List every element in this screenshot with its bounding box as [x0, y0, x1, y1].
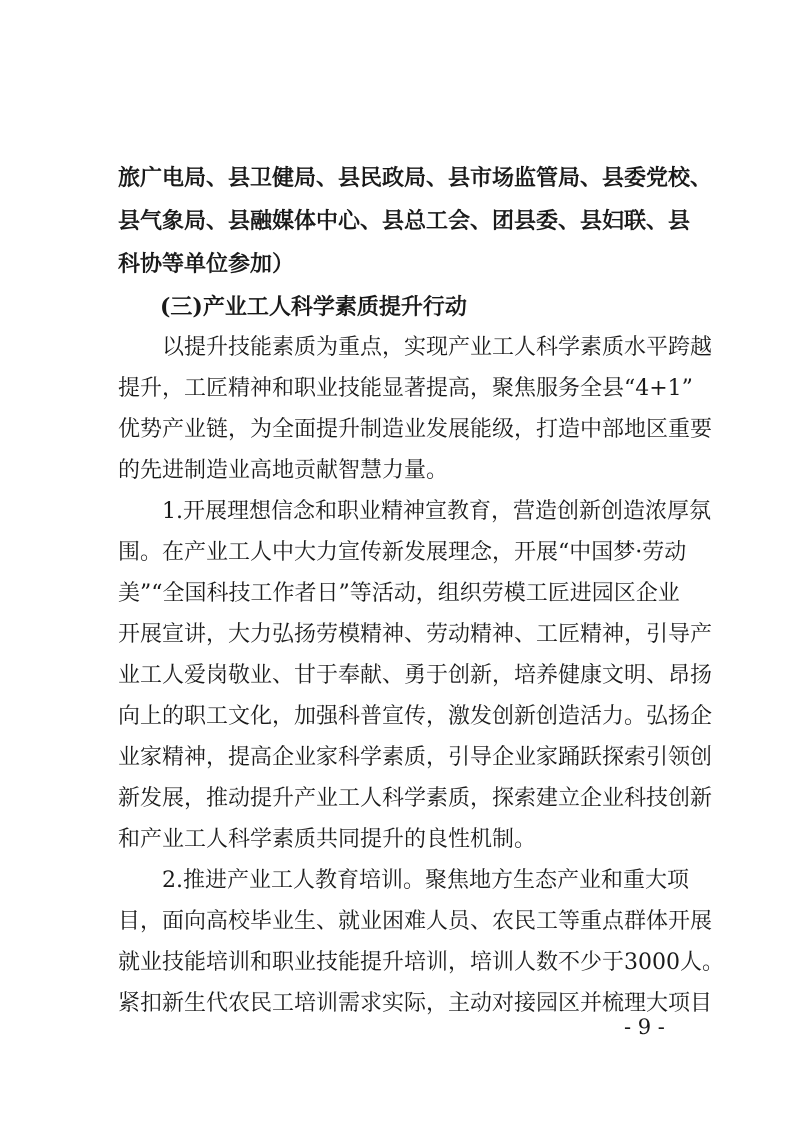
- intro-line-1: 旅广电局、县卫健局、县民政局、县市场监管局、县委党校、: [118, 165, 713, 191]
- paragraph1-line-2: 提升，工匠精神和职业技能显著提高，聚焦服务全县“4+1”: [118, 376, 693, 401]
- paragraph1-line-3: 优势产业链，为全面提升制造业发展能级，打造中部地区重要: [118, 417, 713, 442]
- paragraph3-line-2: 目，面向高校毕业生、就业困难人员、农民工等重点群体开展: [118, 909, 713, 934]
- paragraph2-line-1: 1.开展理想信念和职业精神宣教育，营造创新创造浓厚氛: [162, 499, 711, 524]
- paragraph2-line-8: 新发展，推动提升产业工人科学素质，探索建立企业科技创新: [118, 786, 713, 811]
- paragraph1-line-4: 的先进制造业高地贡献智慧力量。: [118, 458, 449, 483]
- paragraph2-line-6: 向上的职工文化，加强科普宣传，激发创新创造活力。弘扬企: [118, 704, 713, 729]
- paragraph3-line-1: 2.推进产业工人教育培训。聚焦地方生态产业和重大项: [162, 868, 689, 893]
- intro-line-2: 县气象局、县融媒体中心、县总工会、团县委、县妇联、县: [118, 208, 691, 234]
- paragraph3-line-3: 就业技能培训和职业技能提升培训，培训人数不少于3000人。: [118, 950, 724, 975]
- section-heading: (三)产业工人科学素质提升行动: [160, 294, 467, 320]
- paragraph2-line-2: 围。在产业工人中大力宣传新发展理念，开展“中国梦·劳动: [118, 540, 687, 565]
- intro-line-3: 科协等单位参加）: [118, 251, 295, 277]
- paragraph2-line-9: 和产业工人科学素质共同提升的良性机制。: [118, 827, 537, 852]
- paragraph2-line-4: 开展宣讲，大力弘扬劳模精神、劳动精神、工匠精神，引导产: [118, 622, 713, 647]
- paragraph1-line-1: 以提升技能素质为重点，实现产业工人科学素质水平跨越: [162, 335, 713, 360]
- paragraph2-line-5: 业工人爱岗敬业、甘于奉献、勇于创新，培养健康文明、昂扬: [118, 663, 713, 688]
- paragraph2-line-3: 美”“全国科技工作者日”等活动，组织劳模工匠进园区企业: [118, 581, 680, 606]
- paragraph2-line-7: 业家精神，提高企业家科学素质，引导企业家踊跃探索引领创: [118, 745, 713, 770]
- paragraph3-line-4: 紧扣新生代农民工培训需求实际，主动对接园区并梳理大项目: [118, 991, 713, 1016]
- page-number: - 9 -: [624, 1015, 665, 1039]
